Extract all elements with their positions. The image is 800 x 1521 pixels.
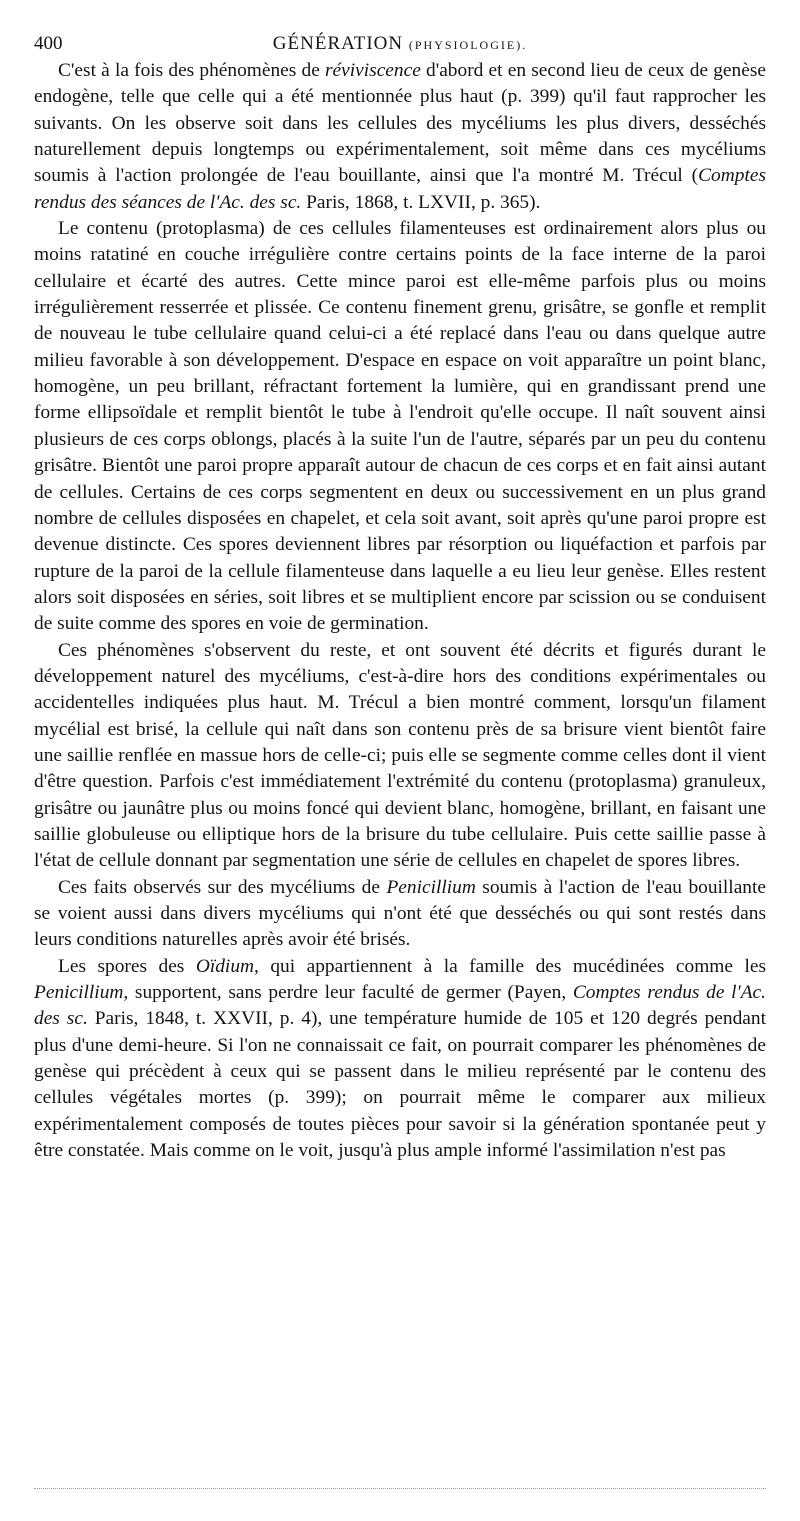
running-head [34,32,766,57]
text-run: C'est à la fois des phénomènes de [58,60,326,81]
body-text [34,58,766,1164]
text-run: Le contenu (protoplasma) de ces cellules filamenteuses est ordinairement alors plus ou moins ratatiné en couche irrégulière contre certains points de la face interne de la paroi cellulaire et écarté des autres. Cette mince paroi est elle-même parfois plus ou moins irrégulièrement resserrée et plissée. Ce contenu finement grenu, grisâtre, se gonfle et remplit de nouveau le tube cellulaire quand celui-ci a été replacé dans l'eau ou dans quelque autre milieu favorable à son développement. D'espace en espace on voit apparaître un point blanc, homogène, un peu brillant, réfractant fortement la lumière, qui en grandissant prend une forme ellipsoïdale et remplit bientôt le tube à l'endroit qu'elle occupe. Il naît souvent ainsi plusieurs de ces corps oblongs, placés à la suite l'un de l'autre, séparés par un peu du contenu grisâtre. Bientôt une paroi propre apparaît autour de chacun de ces corps et en fait ainsi autant de cellules. Certains de ces corps segmentent en deux ou successivement en un plus grand nombre de cellules disposées en chapelet, et cela soit avant, soit après qu'une paroi propre est devenue distincte. Ces spores deviennent libres par résorption ou liquéfaction et parfois par rupture de la paroi de la cellule filamenteuse dans laquelle a eu lieu leur genèse. Elles restent alors soit disposées en séries, soit libres et se multiplient encore par scission ou se conduisent de suite comme des spores en voie de germination. [34,218,766,635]
italic-run: Penicillium [386,876,476,898]
text-run: Paris, 1868, t. LXVII, p. 365). [301,191,541,213]
running-head-title: GÉNÉRATION [272,33,404,54]
text-run: soumis à l'action de l'eau bouillante se voient aussi dans divers mycéliums qui n'ont été que desséchés ou qui sont restés dans leurs conditions naturelles après avoir été brisés. [34,876,766,951]
text-run: Ces faits observés sur des mycéliums de [58,876,387,898]
running-head-subtitle: (PHYSIOLOGIE). [408,38,528,52]
page-number: 400 [34,33,63,54]
page [34,28,766,1164]
text-run: , supportent, sans perdre leur faculté de germer (Payen, [123,982,573,1004]
italic-run: Comptes rendus des séances de l'Ac. des sc. [34,165,766,213]
italic-run: Comptes rendus de l'Ac. des sc. [34,982,766,1030]
text-run: , qui appartiennent à la famille des mucédinées comme les [254,955,767,977]
paragraph [34,954,766,1165]
page-header [34,28,766,58]
italic-run: Oïdium [195,955,255,977]
text-run: d'abord et en second lieu de ceux de genèse endogène, telle que celle qui a été mentionnée plus haut (p. 399) qu'il faut rapprocher les suivants. On les observe soit dans les cellules des mycéliums les plus divers, desséchés naturellement depuis longtemps ou expérimentalement, soit même dans ces mycéliums soumis à l'action prolongée de l'eau bouillante, ainsi que l'a montré M. Trécul ( [34,60,766,187]
text-run: Ces phénomènes s'observent du reste, et ont souvent été décrits et figurés durant le développement naturel des mycéliums, c'est-à-dire hors des conditions expérimentales ou accidentelles indiquées plus haut. M. Trécul a bien montré comment, lorsqu'un filament mycélial est brisé, la cellule qui naît dans son contenu près de sa brisure vient bientôt faire une saillie renflée en massue hors de celle-ci; puis elle se segmente comme celles dont il vient d'être question. Parfois c'est immédiatement l'extrémité du contenu (protoplasma) granuleux, grisâtre ou jaunâtre plus ou moins foncé qui devient blanc, homogène, brillant, en faisant une saillie globuleuse ou elliptique hors de la brisure du tube cellulaire. Puis cette saillie passe à l'état de cellule donnant par segmentation une série de cellules en chapelet de spores libres. [34,639,766,872]
paragraph [34,638,766,875]
paragraph [34,216,766,638]
paragraph [34,875,766,954]
paragraph [34,58,766,216]
text-run: Paris, 1848, t. XXVII, p. 4), une température humide de 105 et 120 degrés pendant plus d'une demi-heure. Si l'on ne connaissait ce fait, on pourrait comparer les phénomènes de genèse qui précèdent à ceux qui se passent dans le milieu représenté par le contenu des cellules végétales mortes (p. 399); on pourrait même le comparer aux milieux expérimentalement composés de toutes pièces pour savoir si la génération spontanée peut y être constatée. Mais comme on le voit, jusqu'à plus ample informé l'assimilation n'est pas [34,1008,766,1162]
italic-run: réviviscence [325,60,421,81]
text-run: Les spores des [58,955,196,977]
italic-run: Penicillium [34,982,124,1004]
page-bottom-rule [34,1488,766,1489]
